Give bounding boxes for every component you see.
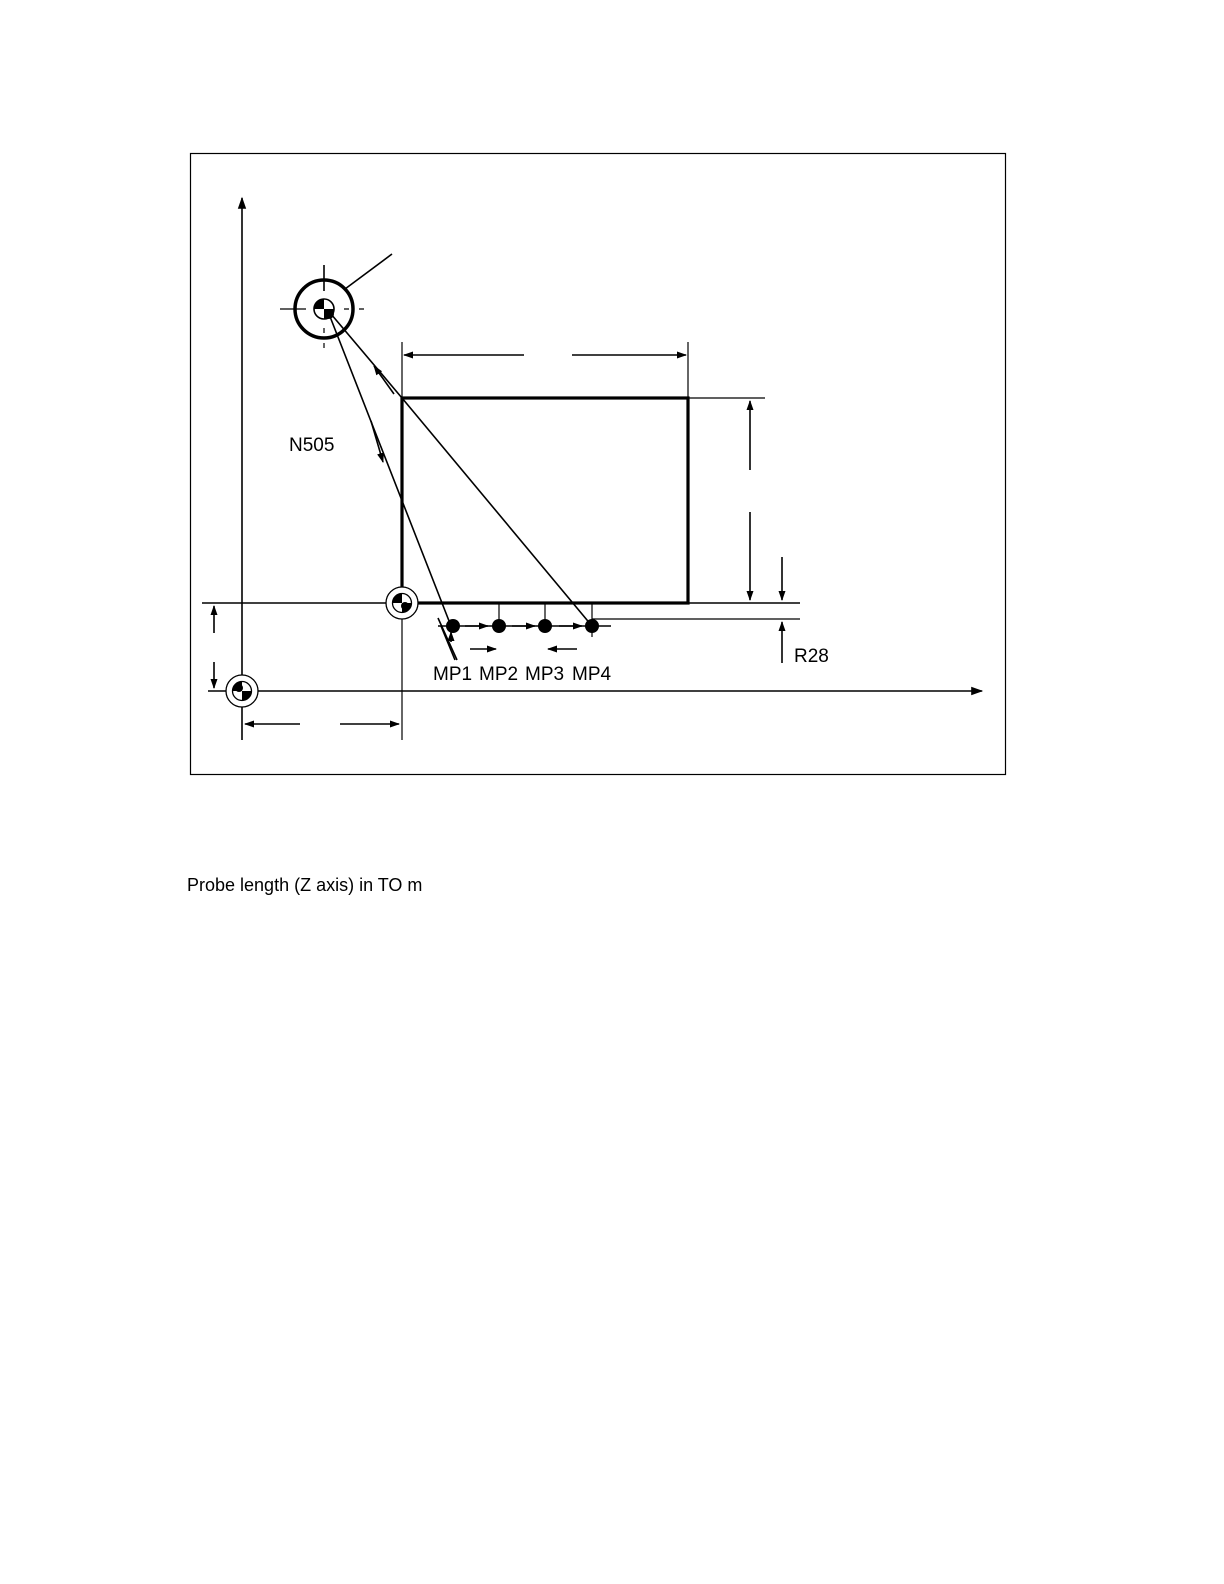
mp2-label: MP2 — [479, 664, 519, 685]
measuring-point-mp3 — [538, 619, 552, 633]
mp4-label: MP4 — [572, 664, 612, 685]
mp3-label: MP3 — [525, 664, 565, 685]
probe-icon — [280, 254, 392, 352]
machine-zero-icon — [226, 675, 258, 707]
workpiece-zero-icon — [386, 587, 418, 619]
block-label: N505 — [289, 435, 335, 456]
probe-paths — [329, 314, 611, 660]
caption-text: Probe length (Z axis) in TO m — [187, 875, 423, 895]
r28-label: R28 — [794, 646, 829, 667]
measuring-point-mp4 — [585, 619, 599, 633]
mp1-label: MP1 — [433, 664, 473, 685]
measuring-point-mp1 — [446, 619, 460, 633]
workpiece — [402, 398, 688, 603]
measuring-point-mp2 — [492, 619, 506, 633]
